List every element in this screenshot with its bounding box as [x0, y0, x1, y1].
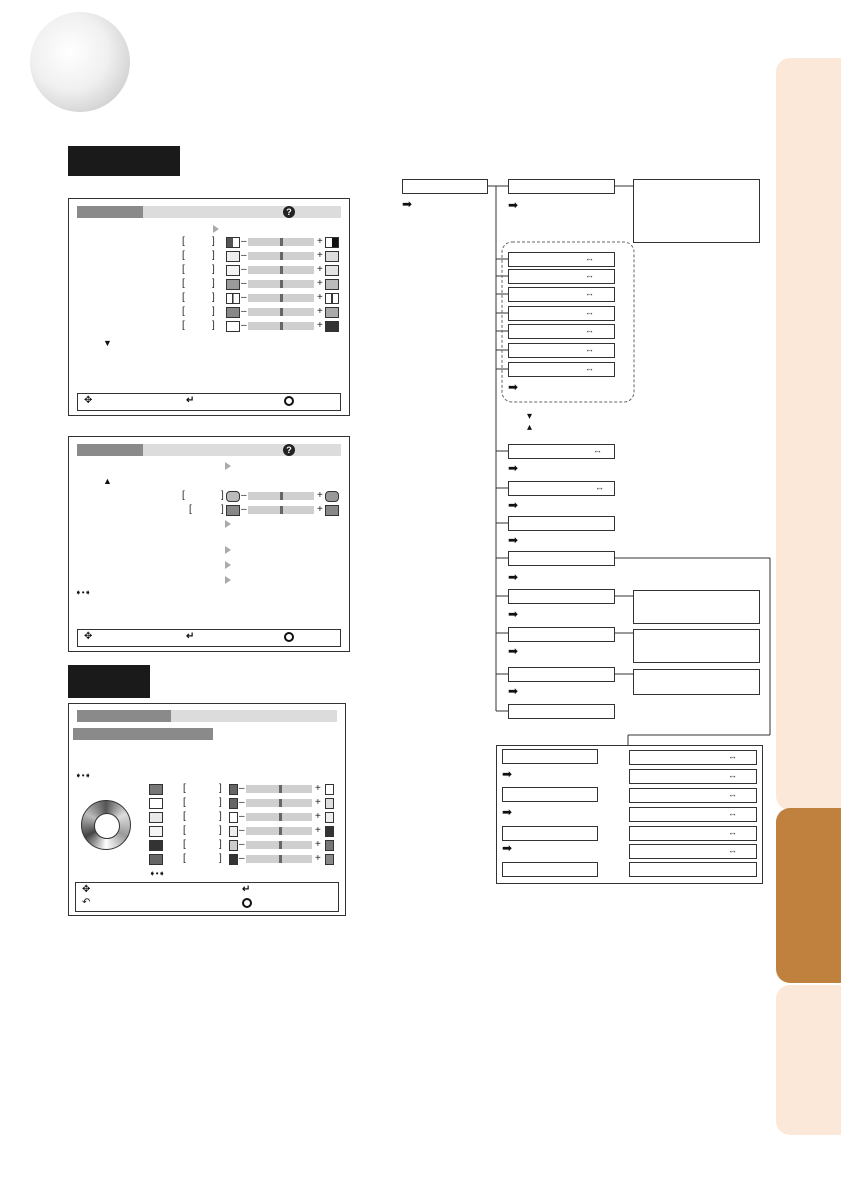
tree-node [502, 826, 598, 841]
adjust-row[interactable]: [ ] – + [69, 491, 349, 503]
adjust-row[interactable]: [ ] – + [69, 265, 349, 277]
color-row[interactable]: [ ] – + [69, 784, 345, 796]
reset-icon[interactable]: ➧•➧ [75, 771, 92, 780]
color-row[interactable]: [ ] – + [69, 826, 345, 838]
tree-node [629, 862, 757, 877]
tree-node [502, 749, 598, 764]
arrow-right-icon: ➡ [502, 767, 513, 781]
arrow-right-icon: ➡ [508, 380, 519, 394]
arrow-right-icon: ➡ [508, 570, 519, 584]
adjust-row[interactable]: [ ] – + [69, 293, 349, 305]
enter-icon: ↵ [186, 395, 195, 406]
tree-root-node [402, 179, 488, 194]
tree-node-adjust: ↔ [629, 826, 757, 841]
tree-note-box [633, 179, 760, 243]
tree-node [508, 516, 615, 531]
adjust-row[interactable]: [ ] – + [69, 251, 349, 263]
arrow-right-icon: ➡ [508, 607, 519, 621]
enter-icon: ↵ [242, 884, 251, 895]
reset-icon[interactable]: ➧•➧ [75, 588, 92, 597]
tree-node-adjust: ↔ [508, 287, 615, 302]
reset-icon[interactable]: ➧•➧ [149, 869, 166, 878]
adjust-row[interactable]: [ ] – + [69, 307, 349, 319]
tree-node-adjust: ↔ [508, 324, 615, 339]
tree-note-box [633, 669, 760, 695]
help-icon[interactable]: ? [283, 444, 295, 456]
color-row[interactable]: [ ] – + [69, 812, 345, 824]
arrow-right-icon: ➡ [508, 498, 519, 512]
tree-node [508, 667, 615, 682]
tree-node [508, 551, 615, 566]
nav-arrows-icon: ✥ [84, 395, 93, 406]
page-down-icon: ▾ [527, 411, 533, 422]
return-icon: ↶ [82, 897, 91, 908]
tree-note-box [633, 629, 760, 663]
tree-node [508, 704, 615, 719]
tree-node [508, 589, 615, 604]
color-row[interactable]: [ ] – + [69, 840, 345, 852]
nav-arrows-icon: ✥ [82, 884, 91, 895]
arrow-right-icon: ➡ [508, 461, 519, 475]
tree-node-adjust: ↔ [629, 844, 757, 859]
scroll-down-icon[interactable]: ▼ [103, 338, 112, 348]
tree-node-adjust: ↔ [629, 788, 757, 803]
nav-arrows-icon: ✥ [84, 631, 93, 642]
tree-node-adjust: ↔ [508, 343, 615, 358]
arrow-right-icon: ➡ [508, 198, 519, 212]
arrow-right-icon: ➡ [508, 684, 519, 698]
adjust-row[interactable]: [ ] – + [69, 237, 349, 249]
arrow-right-icon: ➡ [502, 805, 513, 819]
adjust-row[interactable]: [ ] – + [69, 279, 349, 291]
page-up-icon: ▴ [527, 422, 533, 433]
adjust-row[interactable]: [ ] – + [69, 505, 349, 517]
color-row[interactable]: [ ] – + [69, 854, 345, 866]
tree-node [508, 179, 615, 194]
arrow-right-icon: ➡ [508, 533, 519, 547]
help-icon[interactable]: ? [283, 206, 295, 218]
tree-node-adjust: ↔ [508, 444, 615, 459]
tree-node-adjust: ↔ [508, 252, 615, 267]
arrow-right-icon: ➡ [508, 644, 519, 658]
adjust-row[interactable]: [ ] – + [69, 321, 349, 333]
arrow-right-icon: ➡ [502, 841, 513, 855]
tree-node [502, 787, 598, 802]
scroll-up-icon[interactable]: ▲ [103, 476, 112, 486]
tree-node-adjust: ↔ [508, 362, 615, 377]
tree-node-adjust: ↔ [629, 750, 757, 765]
tree-node [502, 862, 598, 877]
tree-node-adjust: ↔ [629, 769, 757, 784]
enter-icon: ↵ [186, 631, 195, 642]
arrow-right-icon: ➡ [402, 197, 413, 211]
tree-node-adjust: ↔ [508, 481, 615, 496]
tree-node-adjust: ↔ [508, 306, 615, 321]
color-row[interactable]: [ ] – + [69, 798, 345, 810]
tree-node-adjust: ↔ [629, 807, 757, 822]
tree-note-box [633, 590, 760, 624]
tree-node [508, 627, 615, 642]
tree-node-adjust: ↔ [508, 269, 615, 284]
